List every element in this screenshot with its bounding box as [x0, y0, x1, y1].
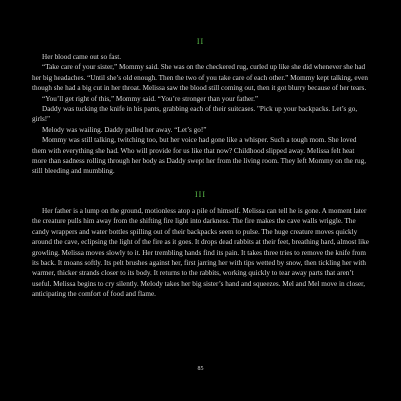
page-body	[32, 38, 369, 300]
section-heading-three: III	[195, 189, 206, 199]
paragraph: Daddy was tucking the knife in his pants, grabbing each of their suitcases. "Pick up your backpacks. Let’s go, girls!"	[32, 105, 358, 124]
paragraph: Melody was wailing. Daddy pulled her away. “Let’s go!”	[42, 125, 207, 134]
paragraph: “You’ll get right of this,” Mommy said. “You’re stronger than your father.”	[42, 94, 259, 103]
paragraph: “Take care of your sister,” Mommy said. She was on the checkered rug, curled up like she did whenever she had her big headaches. “Until she’s old enough. Then the two of you take care of each other.” Mommy kept talking, even though she had a big cut in her throat. Melissa saw the blood still coming out, then it got blurry because of her tears.	[32, 63, 368, 93]
section-three-body	[32, 206, 369, 300]
page-number: 85	[197, 366, 204, 372]
paragraph: Her father is a lump on the ground, motionless atop a pile of himself. Melissa can tell he is gone. A moment later the creature pulls him away from the shifting fire light into darkness. The fire makes the cave walls wriggle. The candy wrappers and water bottles spilling out of their backpacks seem to pulse. The huge creature moves quickly around the cave, eclipsing the light of the fire as it goes. It drops dead rabbits at their feet, breathing hard, almost like growling. Melissa moves slowly to it. Her trembling hands find its pain. It takes three tries to remove the knife from its back. It moans softly. Its pelt brushes against her, first jarring her with tips wetted by snow, then tickling her with warmer, thicker strands closer to its body. It returns to the rabbits, working quickly to tear away parts that aren’t useful. Melissa begins to cry silently. Melody takes her big sister’s hand and squeezes. Mel and Mel move in closer, anticipating the comfort of food and flame.	[32, 206, 369, 299]
section-heading-two: II	[196, 37, 205, 46]
section-two-body	[32, 52, 369, 177]
paragraph: Her blood came out so fast.	[42, 53, 122, 61]
paragraph: Mommy was still talking, twitching too, but her voice had gone like a whisper. Such a tough mom. She loved them with everything she had. Who will provide for us like that now? Childhood slipped away. Melissa felt heat more than sadness rolling through her body as Daddy swept her from the living room. They left Mommy on the rug, still bleeding and mumbling.	[32, 136, 367, 176]
